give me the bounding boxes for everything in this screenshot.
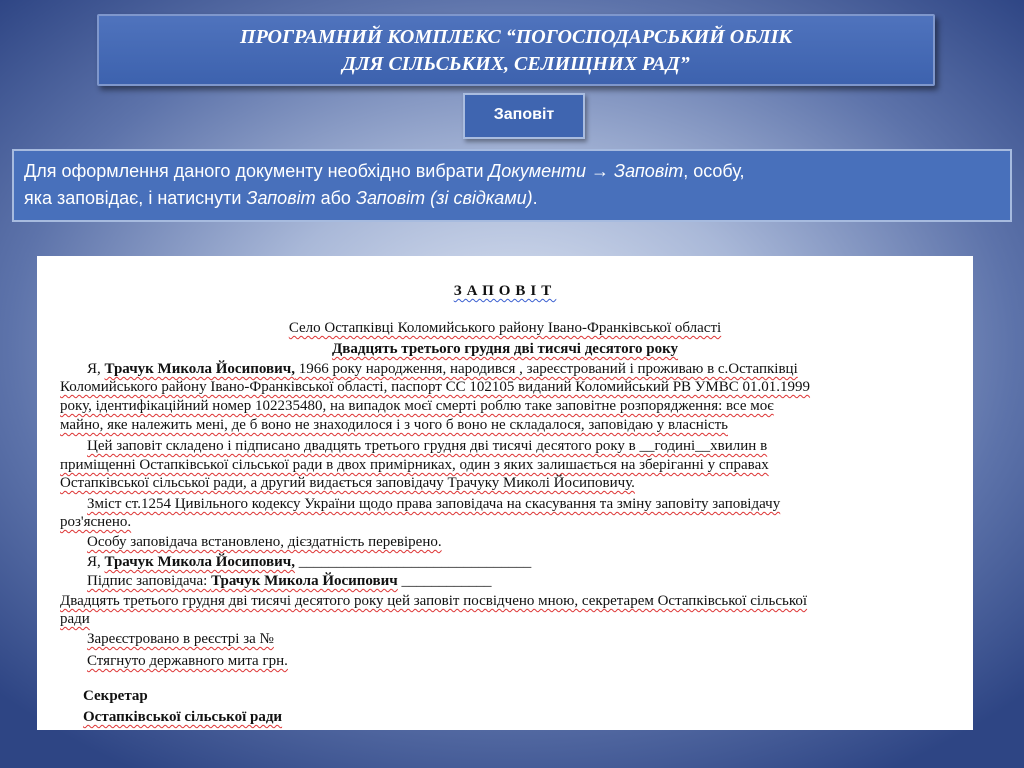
slide-title [97, 14, 935, 86]
document-line: Я, Трачук Микола Йосипович, 1966 року народження, народився , зареєстрований і проживаю в с.Остапківці [87, 361, 798, 377]
document-line: Коломийського району Івано-Франківської області, паспорт СС 102105 виданий Коломийський РВ УМВС 01.01.1999 [60, 379, 811, 395]
instruction-text: , особу, [683, 161, 745, 181]
document-place: Село Остапківці Коломийського району Івано-Франківської області [288, 320, 722, 336]
document-line: Особу заповідача встановлено, дієздатність перевірено. [87, 534, 442, 550]
document-line: року, ідентифікаційний номер 102235480, на випадок моєї смерті роблю таке заповітне розпорядження: все моє [60, 398, 774, 414]
document-line: приміщенні Остапківської сільської ради в двох примірниках, один з яких залишається на зберіганні у справах [60, 457, 769, 473]
instruction-button-name: Заповіт [246, 188, 316, 208]
document-line: Остапківської сільської ради, а другий видається заповідачу Трачуку Миколі Йосиповичу. [60, 475, 635, 491]
document-secretary-title: Секретар [83, 688, 148, 704]
document-line: Зареєстровано в реєстрі за № [87, 631, 274, 647]
document-line: роз'яснено. [60, 514, 132, 530]
document-line: Я, Трачук Микола Йосипович, _______________________________ [87, 554, 532, 570]
document-line: ради [60, 611, 90, 627]
instruction-box [12, 149, 1012, 222]
zapovit-badge: Заповіт [463, 93, 585, 139]
instruction-text: Для оформлення даного документу необхідно вибрати [24, 161, 489, 181]
instruction-text: . [532, 188, 538, 208]
slide-title-line-1: ПРОГРАМНИЙ КОМПЛЕКС “ПОГОСПОДАРСЬКИЙ ОБЛІК [240, 26, 792, 48]
slide-title-line-2: ДЛЯ СІЛЬСЬКИХ, СЕЛИЩНИХ РАД” [342, 53, 690, 75]
instruction-menu-path: Документи → Заповіт [488, 161, 684, 181]
instruction-text: яка заповідає, і натиснути [24, 188, 247, 208]
will-document [37, 256, 973, 730]
document-title: ЗАПОВІТ [453, 283, 557, 299]
document-line: Зміст ст.1254 Цивільного кодексу України щодо права заповідача на скасування та зміну заповіту заповідачу [87, 496, 781, 512]
document-line: Двадцять третього грудня дві тисячі десятого року цей заповіт посвідчено мною, секретарем Остапківської сільської [60, 593, 808, 609]
document-line: майно, яке належить мені, де б воно не знаходилося і з чого б воно не складалося, заповідаю у власність [60, 417, 728, 433]
document-line: Цей заповіт складено і підписано двадцять третього грудня дві тисячі десятого року в __годині__хвилин в [87, 438, 768, 454]
document-signature-line: Підпис заповідача: Трачук Микола Йосипович ____________ [87, 573, 492, 589]
instruction-text: або [315, 188, 356, 208]
instruction-button-name-witnesses: Заповіт (зі свідками) [355, 188, 533, 208]
document-line: Стягнуто державного мита грн. [87, 653, 288, 669]
document-date: Двадцять третього грудня дві тисячі десятого року [331, 341, 679, 357]
document-secretary-office: Остапківської сільської ради [83, 709, 283, 725]
